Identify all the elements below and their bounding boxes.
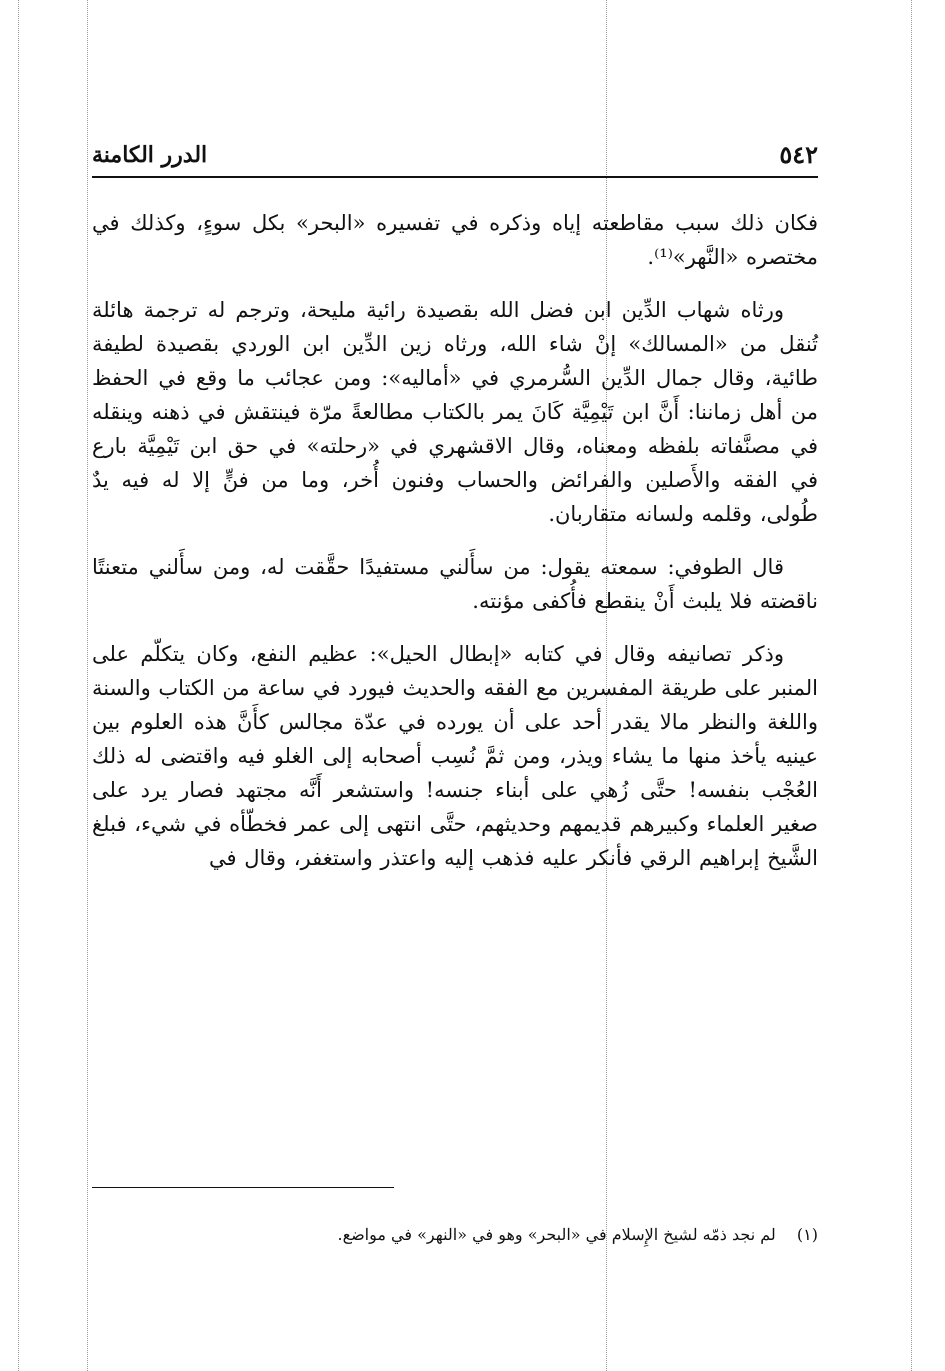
page-number: ٥٤٢: [779, 140, 818, 169]
page-guide-line: [911, 0, 912, 1371]
footnote-marker: (١): [796, 1225, 818, 1244]
paragraph: فكان ذلك سبب مقاطعته إياه وذكره في تفسيره «البحر» بكل سوءٍ، وكذلك في مختصره «النَّهر»⁽¹⁾.: [92, 211, 818, 269]
body-text: [92, 206, 818, 894]
footnote-text: لم نجد ذمّه لشيخ الإِسلام في «البحر» وهو في «النهر» في مواضع.: [337, 1225, 776, 1244]
paragraph: ورثاه شهاب الدِّين ابن فضل الله بقصيدة رائية مليحة، وترجم له ترجمة هائلة تُنقل من «المسالك» إنْ شاء الله، ورثاه زين الدِّين ابن الوردي بقصيدة لطيفة طائية، وقال جمال الدِّين السُّرمري في «أماليه»: ومن عجائب ما وقع في الحفظ من أهل زماننا: أَنَّ ابن تَيْمِيَّة كَانَ يمر بالكتاب مطالعةً مرّة فينتقش في ذهنه وينقله في مصنَّفاته بلفظه ومعناه، وقال الاقشهري في «رحلته» في حق ابن تَيْمِيَّة بارع في الفقه والأَصلين والفرائض والحساب وفنون أُخر، وما من فنٍّ إلا له فيه يدٌ طُولى، وقلمه ولسانه متقاربان.: [92, 298, 818, 526]
footnote-separator: [92, 1187, 394, 1188]
page-guide-line: [87, 0, 88, 1371]
page-header: [92, 136, 818, 178]
paragraph: قال الطوفي: سمعته يقول: من سأَلني مستفيدًا حقَّقت له، ومن سأَلني متعنتًا ناقضته فلا يلبث أَنْ ينقطع فأُكفى مؤنته.: [92, 555, 818, 613]
running-title: الدرر الكامنة: [92, 142, 208, 168]
paragraph: وذكر تصانيفه وقال في كتابه «إبطال الحيل»: عظيم النفع، وكان يتكلّم على المنبر على طريقة المفسرين مع الفقه والحديث فيورد في ساعة من الكتاب والسنة واللغة والنظر مالا يقدر أحد على أن يورده في عدّة مجالس كأَنَّ هذه العلوم بين عينيه يأخذ منها ما يشاء ويذر، ومن ثمَّ نُسِب أصحابه إلى الغلو فيه واقتضى له ذلك العُجْب بنفسه! حتَّى زُهي على أبناء جنسه! واستشعر أَنَّه مجتهد فصار يرد على صغير العلماء وكبيرهم قديمهم وحديثهم، حتَّى انتهى إلى عمر فخطّأه في شيء، فبلغ الشَّيخ إبراهيم الرقي فأنكر عليه فذهب إليه واعتذر واستغفر، وقال في: [92, 642, 818, 870]
footnote: [92, 1222, 818, 1248]
page-guide-line: [18, 0, 19, 1371]
book-page: [92, 0, 818, 1371]
